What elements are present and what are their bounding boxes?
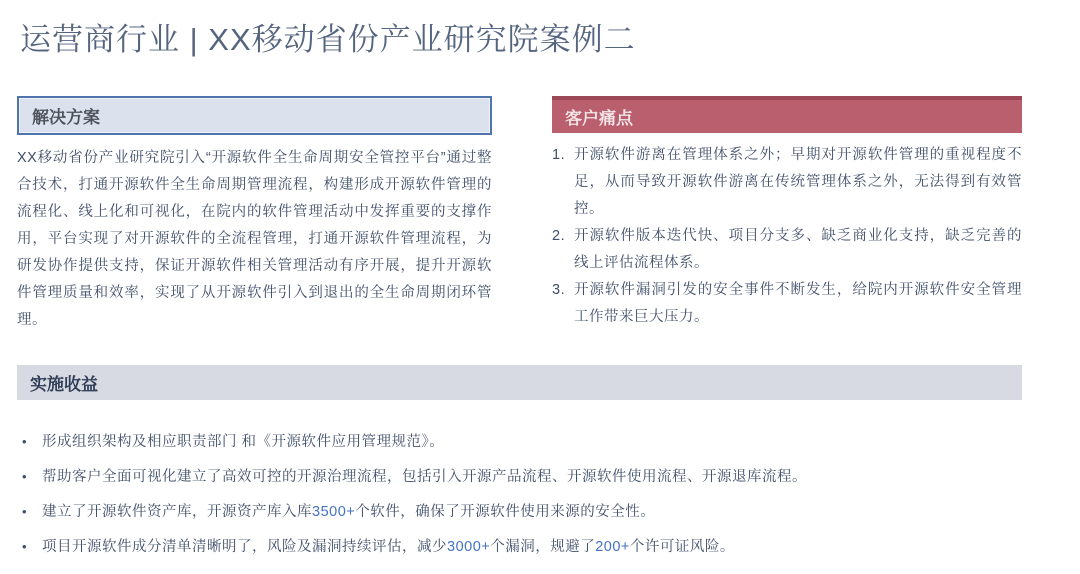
solution-header-label: 解决方案 — [32, 108, 100, 127]
benefit-text — [42, 465, 807, 489]
pain-points-list — [552, 142, 1022, 331]
solution-header-box — [17, 96, 492, 135]
benefit-text — [42, 430, 444, 454]
benefit-metric: 200+ — [595, 538, 630, 555]
benefit-metric: 3500+ — [312, 503, 356, 520]
bullet-icon: • — [22, 468, 28, 484]
benefit-text — [42, 500, 655, 524]
slide — [0, 14, 1080, 574]
benefit-text — [42, 535, 735, 559]
benefit-metric: 3000+ — [447, 538, 491, 555]
pain-points-header-label: 客户痛点 — [565, 109, 633, 128]
pain-point-text: 开源软件游离在管理体系之外；早期对开源软件管理的重视程度不足，从而导致开源软件游离在传统管理体系之外，无法得到有效管控。 — [574, 147, 1022, 217]
benefits-header-label: 实施收益 — [30, 374, 98, 394]
benefit-text-segment: 帮助客户全面可视化建立了高效可控的开源治理流程，包括引入开源产品流程、开源软件使用流程、开源退库流程。 — [42, 468, 807, 485]
pain-point-number: 3. — [552, 282, 566, 298]
bullet-icon: • — [22, 538, 28, 554]
content-columns — [17, 96, 1022, 349]
pain-points-header-box — [552, 96, 1022, 133]
benefit-text-segment: 个许可证风险。 — [629, 538, 735, 555]
benefit-text-segment: 个漏洞，规避了 — [490, 538, 596, 555]
page-title: 运营商行业 | XX移动省份产业研究院案例二 — [20, 22, 636, 57]
pain-point-number: 2. — [552, 228, 566, 244]
benefit-item — [22, 535, 1040, 559]
solution-section — [17, 96, 492, 349]
pain-point-item — [552, 277, 1022, 331]
bullet-icon: • — [22, 503, 28, 519]
bullet-icon: • — [22, 433, 28, 449]
benefit-text-segment: 个软件，确保了开源软件使用来源的安全性。 — [355, 503, 656, 520]
pain-point-text: 开源软件版本迭代快、项目分支多、缺乏商业化支持，缺乏完善的线上评估流程体系。 — [574, 228, 1022, 271]
benefit-text-segment: 形成组织架构及相应职责部门 和《开源软件应用管理规范》。 — [42, 433, 445, 450]
benefit-item — [22, 430, 1040, 454]
pain-points-section — [552, 96, 1022, 349]
benefit-text-segment: 项目开源软件成分清单清晰明了，风险及漏洞持续评估，减少 — [42, 538, 447, 555]
benefit-text-segment: 建立了开源软件资产库，开源资产库入库 — [42, 503, 312, 520]
pain-point-item — [552, 223, 1022, 277]
benefits-header-box — [17, 365, 1022, 400]
pain-point-text: 开源软件漏洞引发的安全事件不断发生，给院内开源软件安全管理工作带来巨大压力。 — [574, 282, 1022, 325]
pain-point-number: 1. — [552, 147, 566, 163]
benefits-list — [22, 430, 1040, 559]
solution-body-text: XX移动省份产业研究院引入“开源软件全生命周期安全管控平台”通过整合技术，打通开源软件全生命周期管理流程，构建形成开源软件管理的流程化、线上化和可视化，在院内的软件管理活动中发挥重要的支撑作用，平台实现了对开源软件的全流程管理，打通开源软件管理流程，为研发协作提供支持，保证开源软件相关管理活动有序开展，提升开源软件管理质量和效率，实现了从开源软件引入到退出的全生命周期闭环管理。 — [17, 150, 492, 328]
benefit-item — [22, 465, 1040, 489]
pain-point-item — [552, 142, 1022, 223]
benefit-item — [22, 500, 1040, 524]
